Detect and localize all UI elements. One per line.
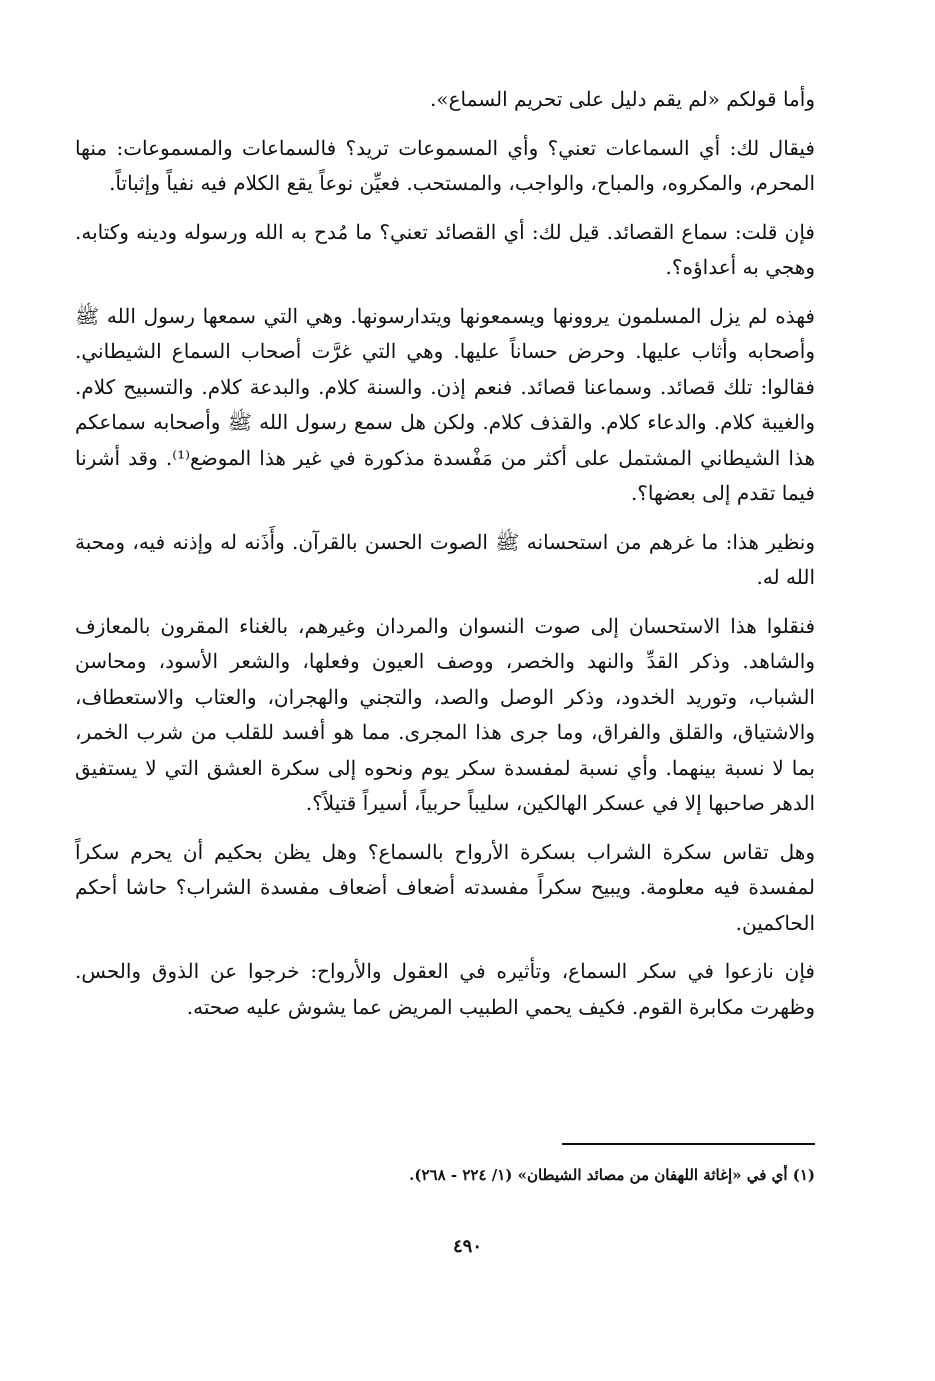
book-page-body xyxy=(75,82,815,1038)
paragraph-3: فإن قلت: سماع القصائد. قيل لك: أي القصائد تعني؟ ما مُدح به الله ورسوله ودينه وكتابه. وهجي به أعداؤه؟. xyxy=(75,219,815,279)
paragraph-1: وأما قولكم «لم يقم دليل على تحريم السماع». xyxy=(430,87,815,111)
paragraph-8: فإن نازعوا في سكر السماع، وتأثيره في العقول والأرواح: خرجوا عن الذوق والحس. وظهرت مكابرة القوم. فكيف يحمي الطبيب المريض عما يشوش عليه صحته. xyxy=(75,959,815,1019)
paragraph-7: وهل تقاس سكرة الشراب بسكرة الأرواح بالسماع؟ وهل يظن بحكيم أن يحرم سكراً لمفسدة فيه معلومة. ويبيح سكراً مفسدته أضعاف أضعاف مفسدة الشراب؟ حاشا أحكم الحاكمين. xyxy=(75,839,815,935)
paragraph-2: فيقال لك: أي السماعات تعني؟ وأي المسموعات تريد؟ فالسماعات والمسموعات: منها المحرم، والمكروه، والمباح، والواجب، والمستحب. فعيِّن نوعاً يقع الكلام فيه نفياً وإثباتاً. xyxy=(75,135,815,195)
paragraph-5: ونظير هذا: ما غرهم من استحسانه ﷺ الصوت الحسن بالقرآن. وأَذَنه له وإذنه فيه، ومحبة الله له. xyxy=(75,529,815,589)
footnote: (١) أي في «إغاثة اللهفان من مصائد الشيطان» (١/ ٢٢٤ - ٢٦٨). xyxy=(409,1166,815,1184)
paragraph-4: فهذه لم يزل المسلمون يروونها ويسمعونها ويتدارسونها. وهي التي سمعها رسول الله ﷺ وأصحابه وأثاب عليها. وحرض حساناً عليها. وهي التي غرَّت أصحاب السماع الشيطاني. فقالوا: تلك قصائد. وسماعنا قصائد. فنعم إذن. والسنة كلام. والبدعة كلام. والتسبيح كلام. والغيبة كلام. والدعاء كلام. والقذف كلام. ولكن هل سمع رسول الله ﷺ وأصحابه سماعكم هذا الشيطاني المشتمل على أكثر من مَفْسدة مذكورة في غير هذا الموضع⁽¹⁾. وقد أشرنا فيما تقدم إلى بعضها؟. xyxy=(75,303,815,505)
paragraph-6: فنقلوا هذا الاستحسان إلى صوت النسوان والمردان وغيرهم، بالغناء المقرون بالمعازف والشاهد. وذكر القدِّ والنهد والخصر، ووصف العيون وفعلها، والشعر الأسود، ومحاسن الشباب، وتوريد الخدود، وذكر الوصل والصد، والتجني والهجران، والعتاب والاستعطاف، والاشتياق، والقلق والفراق، وما جرى هذا المجرى. مما هو أفسد للقلب من شرب الخمر، بما لا نسبة بينهما. وأي نسبة لمفسدة سكر يوم ونحوه إلى سكرة العشق التي لا يستفيق الدهر صاحبها إلا في عسكر الهالكين، سليباً حربياً، أسيراً قتيلاً؟. xyxy=(75,613,815,815)
page-number: ٤٩٠ xyxy=(452,1236,482,1257)
footnote-divider xyxy=(562,1143,815,1145)
